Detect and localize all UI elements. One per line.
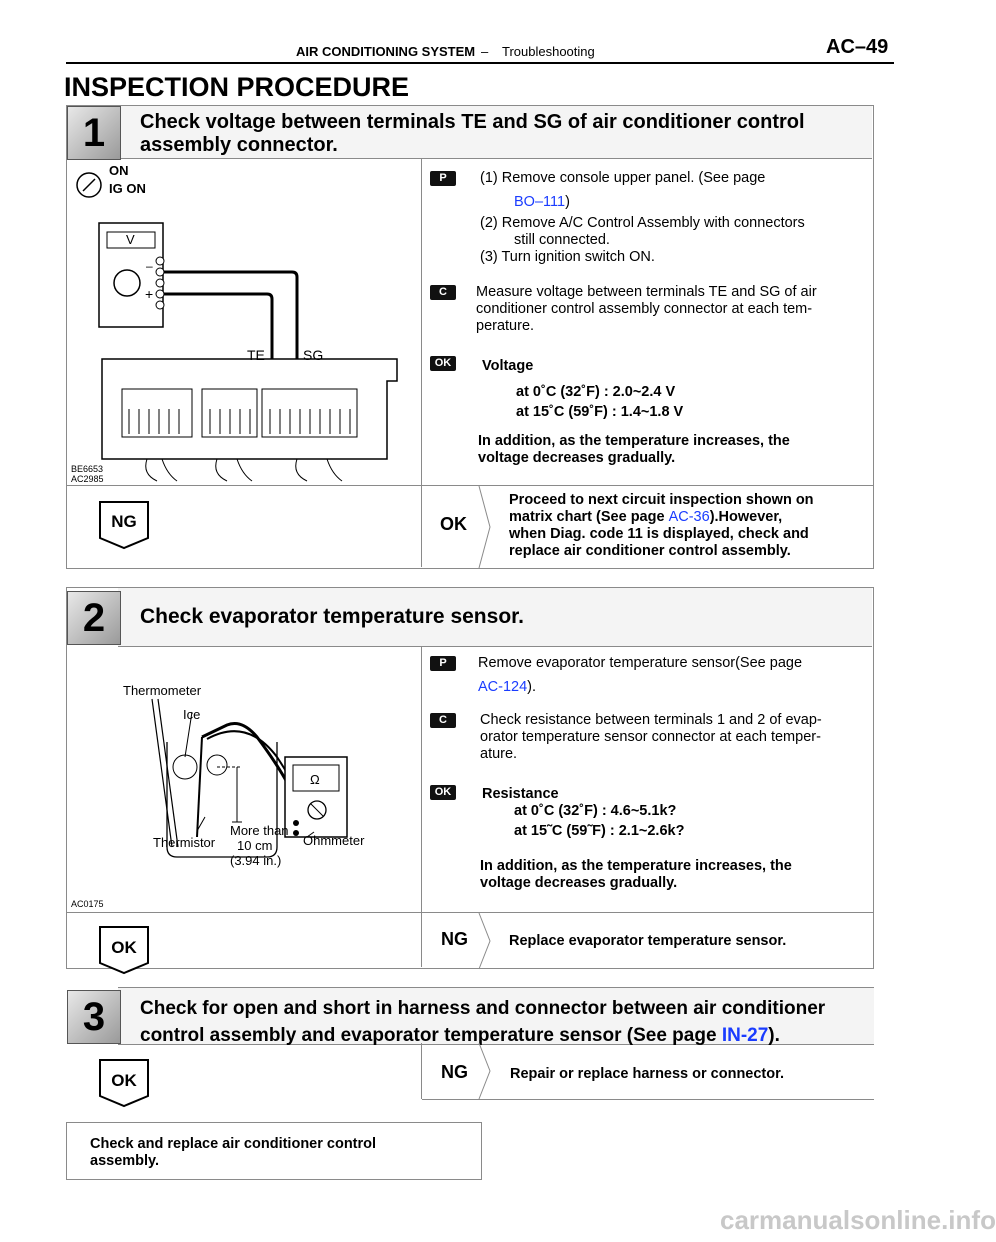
step1-title-line1: Check voltage between terminals TE and SG of air conditioner control xyxy=(140,111,805,133)
fig2-distance-label: 10 cm xyxy=(237,838,273,853)
step2-result-rule xyxy=(66,912,874,913)
step2-chevron xyxy=(478,913,492,969)
svg-text:Ω: Ω xyxy=(310,772,320,787)
thermistor-illustration xyxy=(67,647,421,912)
step1-check-3: perature. xyxy=(476,318,535,334)
step1-ok-label: OK xyxy=(440,514,467,534)
thermistor-figure xyxy=(67,647,421,912)
link-ac-36[interactable]: AC-36 xyxy=(668,509,710,525)
step1-title xyxy=(140,111,805,157)
step2-prep-ref xyxy=(478,678,536,696)
step2-ok-note2: voltage decreases gradually. xyxy=(480,875,678,891)
fig2-ice-label: Ice xyxy=(183,707,201,722)
step1-ok-line1: at 0˚C (32˚F) : 2.0~2.4 V xyxy=(516,384,676,400)
step3-result-text: Repair or replace harness or connector. xyxy=(510,1066,784,1082)
step1-title-line2: assembly connector. xyxy=(140,134,338,156)
step1-result-1: Proceed to next circuit inspection shown on xyxy=(509,492,814,508)
step3-result-rule xyxy=(422,1099,874,1100)
final-line2: assembly. xyxy=(90,1153,160,1169)
step1-ok-note1: In addition, as the temperature increases, the xyxy=(478,433,790,449)
step1-ok-title: Voltage xyxy=(482,358,534,374)
step1-result-2 xyxy=(509,508,782,526)
step1-prep-2: (2) Remove A/C Control Assembly with connectors xyxy=(480,215,805,231)
fig2-code: AC0175 xyxy=(71,899,104,909)
fig2-distance-in-label: (3.94 in.) xyxy=(230,853,282,868)
fig1-label-meter: V xyxy=(126,232,135,247)
header-separator: – xyxy=(481,44,489,59)
fig1-code1: BE6653 xyxy=(71,464,104,474)
step2-check-icon: C xyxy=(430,713,456,728)
header-rule xyxy=(66,62,894,64)
step2-ok-line1: at 0˚C (32˚F) : 4.6~5.1k? xyxy=(514,803,677,819)
step1-prep-1 xyxy=(480,169,765,187)
fig1-label-te: TE xyxy=(247,347,265,363)
step1-check-icon: C xyxy=(430,285,456,300)
step1-ok-note2: voltage decreases gradually. xyxy=(478,450,676,466)
header-subsection: Troubleshooting xyxy=(502,44,595,59)
step2-ok-title: Resistance xyxy=(482,786,559,802)
step1-check-1: Measure voltage between terminals TE and SG of air xyxy=(476,284,817,300)
step1-prep-icon: P xyxy=(430,171,456,186)
step2-number-badge: 2 xyxy=(67,591,121,645)
step3-ok-label: OK xyxy=(111,1071,137,1090)
step3-title-line2a: control assembly and evaporator temperature sensor (See page xyxy=(140,1025,722,1046)
voltmeter-figure xyxy=(67,159,421,485)
step1-check-2: conditioner control assembly connector at each tem- xyxy=(476,301,813,317)
step2-ok-note1: In addition, as the temperature increases, the xyxy=(480,858,792,874)
step2-ok-line2: at 15˜C (59˜F) : 2.1~2.6k? xyxy=(514,823,685,839)
step1-prep-1-text: (1) Remove console upper panel. (See page xyxy=(480,170,766,186)
step2-ok-icon: OK xyxy=(430,785,456,800)
page-number: AC–49 xyxy=(826,36,889,58)
final-line1: Check and replace air conditioner control xyxy=(90,1136,377,1152)
step2-check-3: ature. xyxy=(480,746,518,762)
step1-ng-label: NG xyxy=(111,512,137,531)
step1-result-2b: ).However, xyxy=(709,509,783,525)
step1-chevron xyxy=(478,486,492,568)
fig2-thermometer-label: Thermometer xyxy=(123,683,202,698)
voltmeter-illustration xyxy=(67,159,421,485)
step2-check-1: Check resistance between terminals 1 and 2 of evap- xyxy=(480,712,822,728)
step1-prep-1-end: ) xyxy=(565,194,570,210)
watermark: carmanualsonline.info xyxy=(720,1205,996,1235)
step1-ok-line2: at 15˚C (59˚F) : 1.4~1.8 V xyxy=(516,404,684,420)
svg-text:+: + xyxy=(145,286,154,302)
step1-result-2a: matrix chart (See page xyxy=(509,509,669,525)
fig2-thermistor-label: Thermistor xyxy=(153,835,216,850)
step3-number-badge: 3 xyxy=(67,990,121,1044)
link-bo-111[interactable]: BO–111 xyxy=(514,194,566,210)
step2-title: Check evaporator temperature sensor. xyxy=(140,605,524,628)
step2-prep-end: ). xyxy=(527,679,537,695)
step2-prep-icon: P xyxy=(430,656,456,671)
step1-result-3: when Diag. code 11 is displayed, check and xyxy=(509,526,809,542)
step2-check-2: orator temperature sensor connector at each temper- xyxy=(480,729,821,745)
step1-number-badge: 1 xyxy=(67,106,121,160)
step2-ng-label: NG xyxy=(441,929,468,949)
page-title: INSPECTION PROCEDURE xyxy=(64,72,410,102)
step1-divider xyxy=(421,158,422,567)
header-section: AIR CONDITIONING SYSTEM xyxy=(296,44,476,59)
step2-ok-label: OK xyxy=(111,938,137,957)
fig1-label-on: ON xyxy=(109,163,129,178)
fig2-ohmmeter-label: Ohmmeter xyxy=(303,833,365,848)
fig1-label-ig-on: IG ON xyxy=(109,181,146,196)
step1-result-4: replace air conditioner control assembly. xyxy=(509,543,791,559)
step3-ng-label: NG xyxy=(441,1062,468,1082)
fig1-code2: AC2985 xyxy=(71,474,104,484)
link-in-27[interactable]: IN-27 xyxy=(721,1025,769,1046)
step3-title-line2b: ). xyxy=(768,1025,780,1046)
step1-ok-icon: OK xyxy=(430,356,456,371)
step1-prep-3: (3) Turn ignition switch ON. xyxy=(480,249,655,265)
step3-chevron xyxy=(478,1043,492,1099)
step2-divider xyxy=(421,646,422,967)
link-ac-124[interactable]: AC-124 xyxy=(478,679,528,695)
step1-prep-2b: still connected. xyxy=(514,232,610,248)
step2-prep-1: Remove evaporator temperature sensor(See page xyxy=(478,655,803,671)
step2-result-text: Replace evaporator temperature sensor. xyxy=(509,933,787,949)
svg-text:–: – xyxy=(146,259,153,273)
fig2-more-than-label: More than xyxy=(230,823,289,838)
page-header xyxy=(66,36,894,62)
step3-title-line1: Check for open and short in harness and connector between air conditioner xyxy=(140,998,826,1019)
step3-title xyxy=(140,995,825,1049)
step1-result-rule xyxy=(66,485,874,486)
step1-prep-1-ref xyxy=(514,193,570,211)
step3-divider xyxy=(421,1043,422,1099)
fig1-label-sg: SG xyxy=(303,347,324,363)
